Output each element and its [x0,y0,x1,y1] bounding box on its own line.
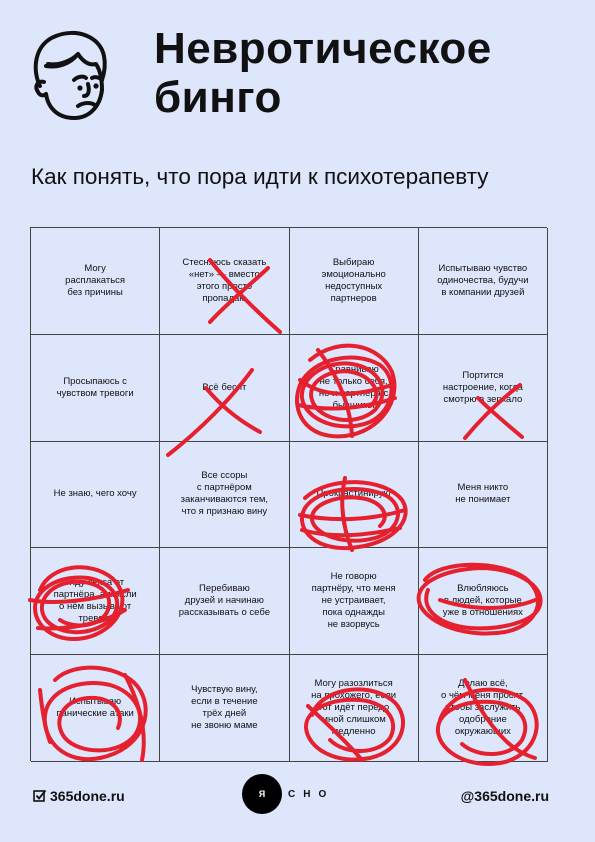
logo-text: СНО [288,788,335,800]
bingo-cell[interactable]: Сравниваю не только себя, но и партнёра с бывшими [290,335,419,442]
bingo-cell[interactable]: Делаю всё, о чём меня просят, чтобы заслужить одобрение окружающих [419,655,548,762]
bingo-cell[interactable]: Стесняюсь сказать «нет» — вместо этого просто пропадаю [160,228,289,335]
bingo-cell[interactable]: Испытываю панические атаки [31,655,160,762]
logo-circle [242,774,282,814]
social-handle[interactable]: @365done.ru [460,788,549,804]
worried-face-icon [30,30,110,122]
bingo-cell[interactable]: Испытываю чувство одиночества, будучи в компании друзей [419,228,548,335]
bingo-cell[interactable]: Могу расплакаться без причины [31,228,160,335]
bingo-cell[interactable]: Перебиваю друзей и начинаю рассказывать о себе [160,548,289,655]
bingo-cell[interactable]: Влюбляюсь в людей, которые уже в отношениях [419,548,548,655]
logo-first-letter: Я [258,789,266,799]
bingo-cell[interactable]: Всё бесит [160,335,289,442]
yasno-logo [242,774,334,814]
checkbox-check-icon [33,789,47,803]
page-subtitle: Как понять, что пора идти к психотерапевту [31,164,489,189]
page-title [154,24,492,122]
bingo-grid [30,227,547,761]
bingo-cell[interactable]: Просыпаюсь с чувством тревоги [31,335,160,442]
website-link[interactable] [33,788,125,804]
bingo-cell[interactable]: Все ссоры с партнёром заканчиваются тем, что я признаю вину [160,442,289,549]
bingo-cell[interactable]: Могу разозлиться на прохожего, если тот идёт передо мной слишком медленно [290,655,419,762]
title-line-1: Невротическое [154,24,492,73]
website-text: 365done.ru [50,788,125,804]
bingo-cell[interactable]: Портится настроение, когда смотрю в зеркало [419,335,548,442]
bingo-cell[interactable]: Чувствую вину, если в течение трёх дней не звоню маме [160,655,289,762]
bingo-cell[interactable]: Не говорю партнёру, что меня не устраивает, пока однажды не взорвусь [290,548,419,655]
bingo-cell[interactable]: Выбираю эмоционально недоступных партнеров [290,228,419,335]
bingo-cell[interactable]: Меня никто не понимает [419,442,548,549]
bingo-cell[interactable]: Прокрастинирую [290,442,419,549]
title-line-2: бинго [154,73,282,122]
bingo-cell[interactable]: Жду секса от партнёра, а мысли о нём вызывают тревогу [31,548,160,655]
bingo-cell[interactable]: Не знаю, чего хочу [31,442,160,549]
